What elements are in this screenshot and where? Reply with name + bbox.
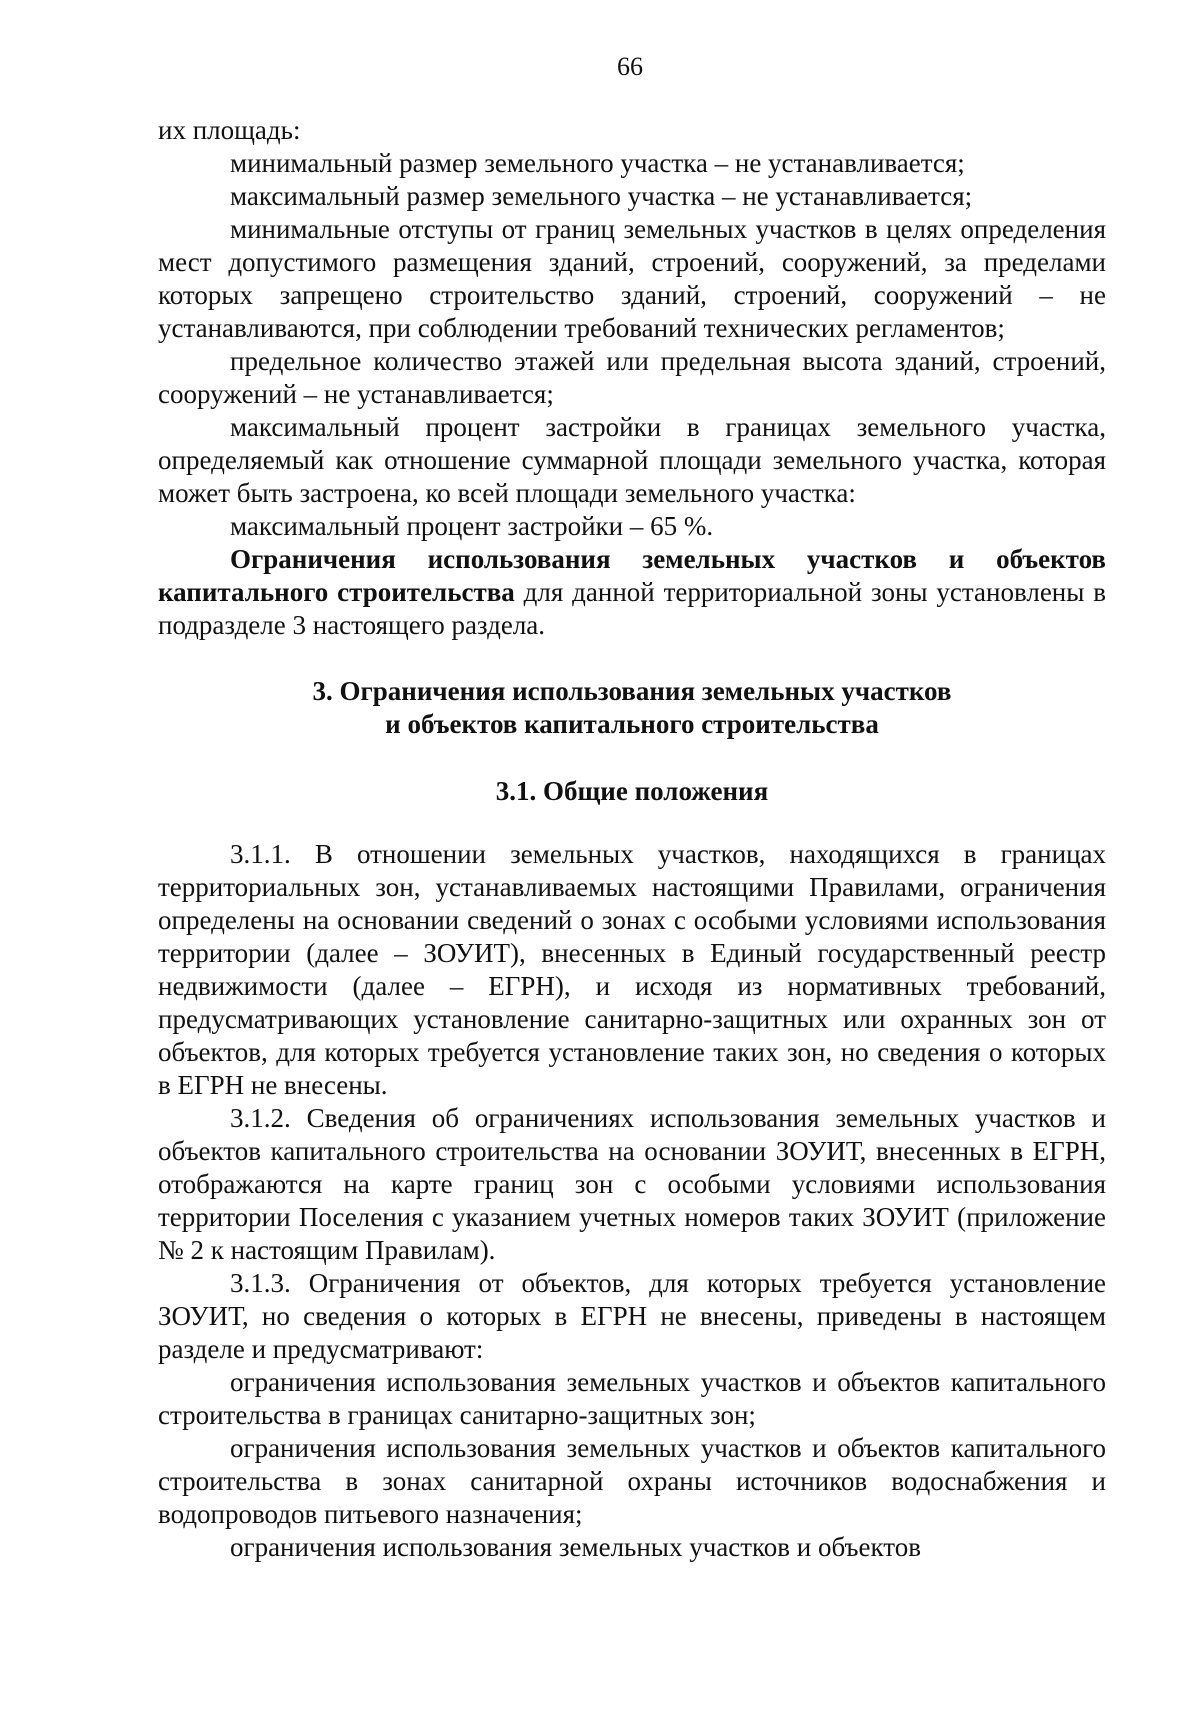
section-heading-line1: 3. Ограничения использования земельных участков: [312, 676, 952, 706]
paragraph-restrictions-reference: [158, 543, 1106, 642]
body-text: [158, 114, 1106, 1564]
paragraph-area-intro: их площадь:: [158, 115, 301, 145]
paragraph-3-1-1: 3.1.1. В отношении земельных участков, находящихся в границах территориальных зон, устанавливаемых настоящими Правилами, ограничения определены на основании сведений о зонах с особыми условиями использования территории (далее – ЗОУИТ), внесенных в Единый государственный реестр недвижимости (далее – ЕГРН), и исходя из нормативных требований, предусматривающих установление санитарно-защитных или охранных зон от объектов, для которых требуется установление таких зон, но сведения о которых в ЕГРН не внесены.: [158, 839, 1106, 1100]
subsection-heading: 3.1. Общие положения: [495, 776, 769, 806]
list-item-water-protection: ограничения использования земельных участков и объектов капитального строительства в зонах санитарной охраны источников водоснабжения и водопроводов питьевого назначения;: [158, 1433, 1106, 1529]
paragraph-max-percent: максимальный процент застройки – 65 %.: [230, 511, 714, 541]
paragraph-3-1-3: 3.1.3. Ограничения от объектов, для которых требуется установление ЗОУИТ, но сведения о которых в ЕГРН не внесены, приведены в настоящем разделе и предусматривают:: [158, 1268, 1106, 1364]
paragraph-3-1-2: 3.1.2. Сведения об ограничениях использования земельных участков и объектов капитального строительства на основании ЗОУИТ, внесенных в ЕГРН, отображаются на карте границ зон с особыми условиями использования территории Поселения с указанием учетных номеров таких ЗОУИТ (приложение № 2 к настоящим Правилам).: [158, 1103, 1106, 1265]
paragraph-floors-height: предельное количество этажей или предельная высота зданий, строений, сооружений – не устанавливается;: [158, 346, 1106, 409]
section-heading: [158, 675, 1106, 741]
page-number: 66: [617, 52, 643, 81]
paragraph-max-size: максимальный размер земельного участка – не устанавливается;: [230, 181, 973, 211]
section-heading-line2: и объектов капитального строительства: [385, 709, 879, 739]
restrictions-bold-lead: Ограничения использования земельных участков и объектов капитального строительства: [158, 544, 1106, 607]
list-item-sanitary-zones: ограничения использования земельных участков и объектов капитального строительства в границах санитарно-защитных зон;: [158, 1367, 1106, 1430]
paragraph-building-percent: максимальный процент застройки в границах земельного участка, определяемый как отношение суммарной площади земельного участка, которая может быть застроена, ко всей площади земельного участка:: [158, 412, 1106, 508]
list-item-continued: ограничения использования земельных участков и объектов: [230, 1532, 921, 1562]
paragraph-min-size: минимальный размер земельного участка – не устанавливается;: [230, 148, 965, 178]
restrictions-rest: для данной территориальной зоны установлены в подразделе 3 настоящего раздела.: [158, 577, 1106, 640]
paragraph-setbacks: минимальные отступы от границ земельных участков в целях определения мест допустимого размещения зданий, строений, сооружений, за пределами которых запрещено строительство зданий, строений, сооружений – не устанавливаются, при соблюдении требований технических регламентов;: [158, 214, 1106, 343]
